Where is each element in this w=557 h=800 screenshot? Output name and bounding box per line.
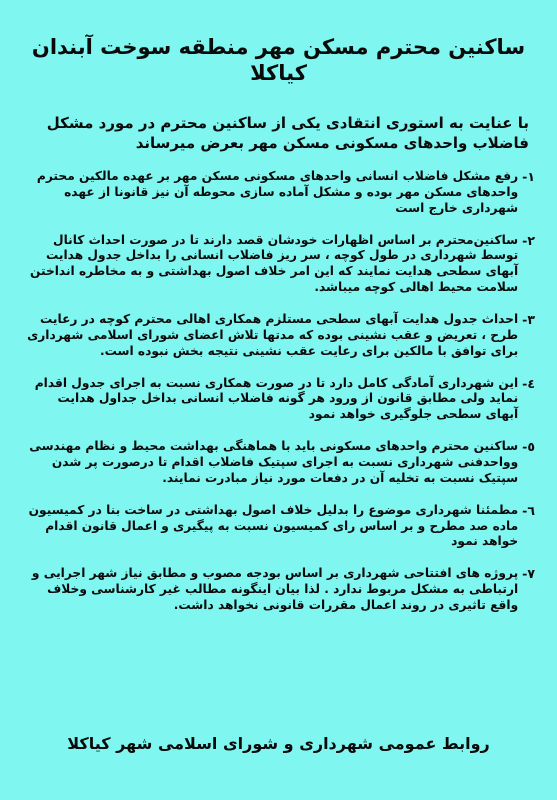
- item-text: این شهرداری آمادگی کامل دارد تا در صورت همکاری نسبت به اجرای جدول اقدام نماید ولی مطابق قانون از ورود هر گونه فاضلاب انسانی بداخل جداول هدایت آبهای سطحی جلوگیری خواهد نمود: [34, 375, 519, 422]
- item-number: ۳-: [522, 312, 535, 328]
- item-text: مطمئنا شهرداری موضوع را بدلیل خلاف اصول بهداشتی در ساخت بنا در کمیسیون ماده صد مطرح و بر اساس رای کمیسیون نسبت به پیگیری و اعمال قانون اقدام خواهد نمود: [28, 502, 519, 549]
- item-number: ٤-: [522, 375, 535, 391]
- item-text: پروژه های افتتاحی شهرداری بر اساس بودجه مصوب و مطابق نیاز شهر اجرایی و ارتباطی به مشکل مربوط ندارد . لذا بیان اینگونه مطالب غیر کارشناسی وخلاف واقع تاثیری در روند اعمال مقررات قانونی نخواهد داشت.: [31, 566, 519, 613]
- notice-title: ساکنین محترم مسکن مهر منطقه سوخت آبندان کیاکلا: [31, 35, 526, 86]
- notice-item-4: [22, 376, 535, 424]
- item-number: ٥-: [522, 439, 535, 455]
- notice-item-2: [22, 233, 535, 296]
- notice-signature: روابط عمومی شهرداری و شورای اسلامی شهر کیاکلا: [67, 734, 490, 753]
- item-number: ٦-: [522, 502, 535, 518]
- item-text: ساکنین‌محترم بر اساس اظهارات خودشان قصد دارند تا در صورت احداث کانال توسط شهرداری در طول کوچه ، سر ریز فاضلاب انسانی را بداخل جدول هدایت آبهای سطحی هدایت نمایند که این امر خلاف اصول بهداشتی و به مخاطره انداختن سلامت محیط اهالی کوچه میباشد.: [30, 232, 519, 295]
- item-number: ۲-: [522, 232, 535, 248]
- notice-item-6: [22, 503, 535, 551]
- notice-item-3: [22, 312, 535, 360]
- notice-item-5: [22, 439, 535, 487]
- notice-item-1: [22, 169, 535, 217]
- item-number: ۷-: [522, 566, 535, 582]
- item-number: ۱-: [522, 169, 535, 184]
- notice-item-7: [22, 566, 535, 614]
- item-text: ساکنین محترم واحدهای مسکونی باید با هماهنگی بهداشت محیط و نظام مهندسی وواحدفنی شهرداری نسبت به اجرای سپتیک فاضلاب اقدام تا درصورت پر شدن سپتیک نسبت به تخلیه آن در دفعات مورد نیاز مبادرت نمایند.: [29, 439, 519, 485]
- notice-items: [22, 169, 535, 614]
- item-text: رفع مشکل فاضلاب انسانی واحدهای مسکونی مسکن مهر بر عهده مالکین محترم واحدهای مسکن مهر بوده و مشکل آماده سازی محوطه آن نیز قانونا از عهده شهرداری خارج است: [36, 169, 519, 215]
- item-text: احداث جدول هدایت آبهای سطحی مستلزم همکاری اهالی محترم کوچه در رعایت طرح ، تعریض و عقب نشینی بوده که مدتها تلاش اعضای شورای اسلامی شهرداری برای توافق با مالکین برای رعایت عقب نشینی نتیجه بخش نبوده است.: [27, 312, 519, 358]
- notice-intro: با عنایت به استوری انتقادی یکی از ساکنین محترم در مورد مشکل فاضلاب واحدهای مسکونی مسکن مهر بعرض میرساند: [46, 113, 529, 152]
